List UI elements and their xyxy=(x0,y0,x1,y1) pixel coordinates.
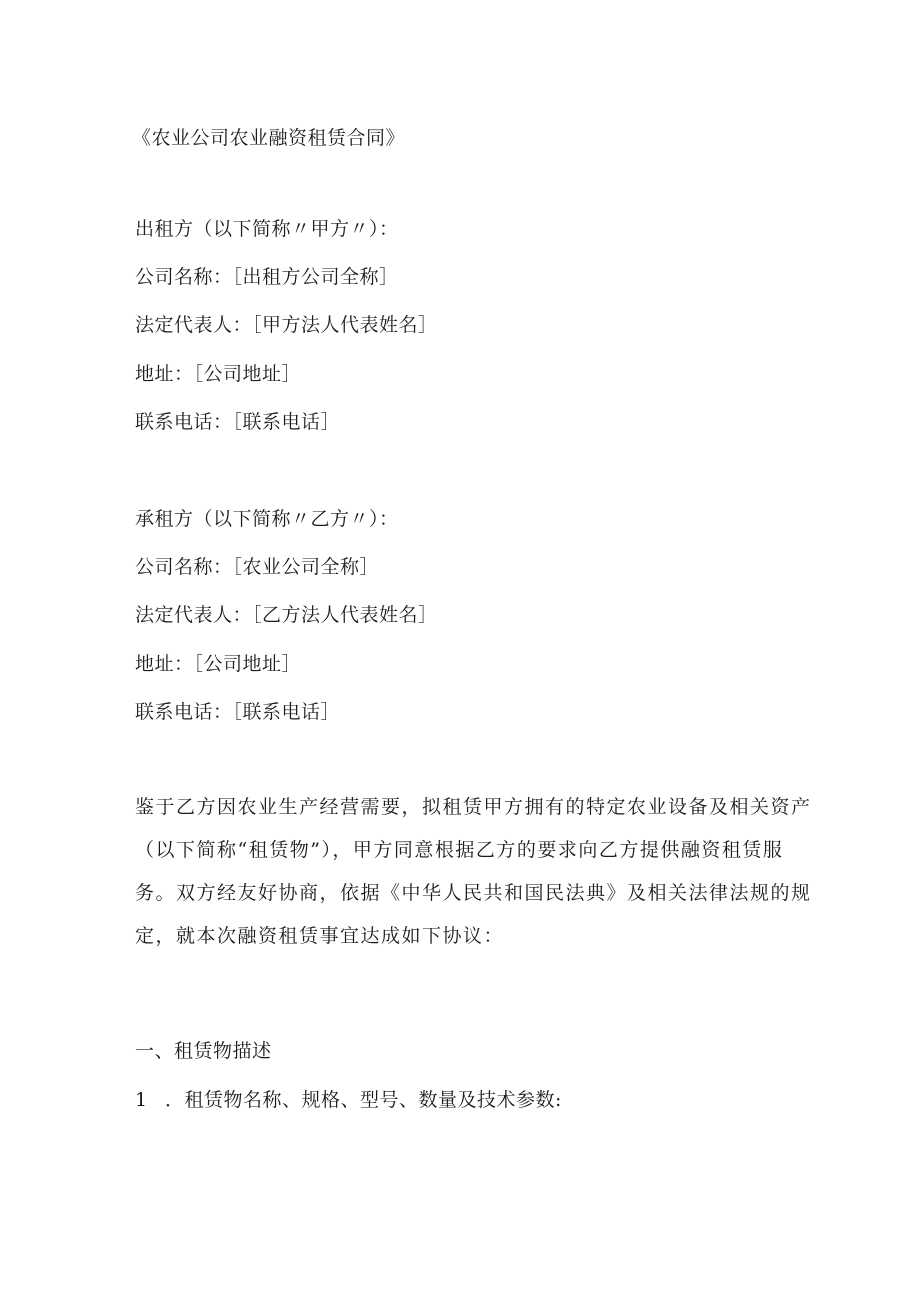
preamble-paragraph xyxy=(135,786,812,958)
lessee-company-name: 公司名称：［农业公司全称］ xyxy=(135,556,380,578)
document-title: 《农业公司农业融资租赁合同》 xyxy=(132,127,406,149)
lessor-address: 地址：［公司地址］ xyxy=(135,363,302,385)
lessee-address: 地址：［公司地址］ xyxy=(135,653,302,675)
item-text: ．租赁物名称、规格、型号、数量及技术参数: xyxy=(165,1089,562,1111)
item-number: 1 xyxy=(135,1089,148,1111)
lessor-company-name: 公司名称：［出租方公司全称］ xyxy=(135,266,399,288)
preamble-line: 鉴于乙方因农业生产经营需要，拟租赁甲方拥有的特定农业设备及相关资产 xyxy=(135,796,812,818)
lessor-heading: 出租方（以下简称〃甲方〃）： xyxy=(135,218,399,240)
preamble-line: （以下简称“租赁物”），甲方同意根据乙方的要求向乙方提供融资租赁服 xyxy=(135,839,784,861)
lessee-heading: 承租方（以下简称〃乙方〃）： xyxy=(135,508,399,530)
lessor-phone: 联系电话：［联系电话］ xyxy=(135,411,341,433)
lessee-phone: 联系电话：［联系电话］ xyxy=(135,701,341,723)
lessee-legal-representative: 法定代表人：［乙方法人代表姓名］ xyxy=(135,604,438,626)
section-item xyxy=(135,1088,562,1112)
preamble-line: 务。双方经友好协商，依据《中华人民共和国民法典》及相关法律法规的规 xyxy=(135,882,812,904)
section-heading: 一、租赁物描述 xyxy=(135,1040,272,1062)
preamble-line: 定，就本次融资租赁事宜达成如下协议： xyxy=(135,925,505,947)
lessor-legal-representative: 法定代表人：［甲方法人代表姓名］ xyxy=(135,314,438,336)
